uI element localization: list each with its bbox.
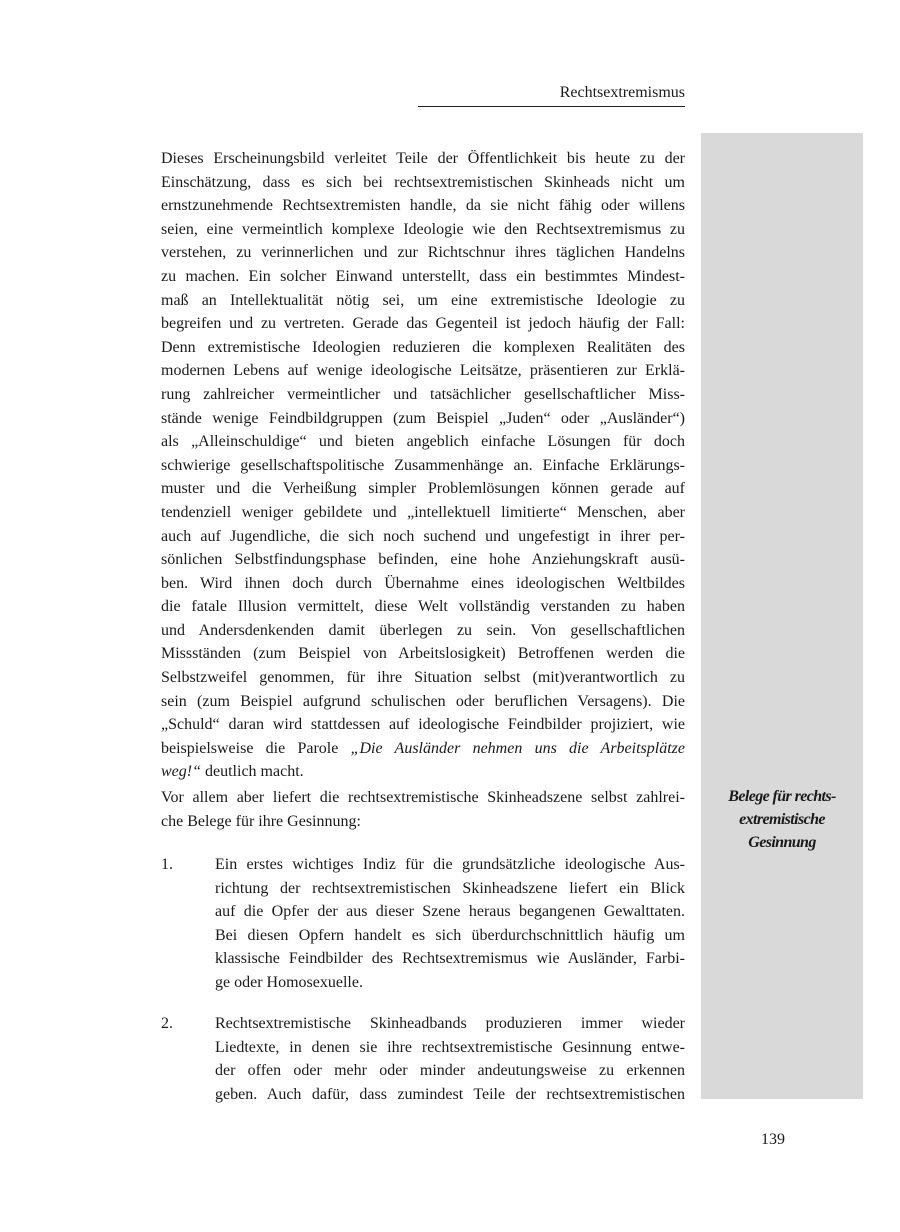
text-line: als „Alleinschuldige“ und bieten angeblich einfache Lösungen für doch	[161, 433, 685, 451]
text-line: tendenziell weniger gebildete und „intellektuell limitierte“ Menschen, aber	[161, 503, 685, 521]
page-number: 139	[761, 1131, 785, 1148]
body-paragraph-2	[161, 786, 685, 833]
margin-column	[701, 133, 863, 1099]
text-line: Liedtexte, in denen sie ihre rechtsextremistische Gesinnung entwe-	[215, 1038, 685, 1056]
text-line: auf die Opfer der aus dieser Szene heraus begangenen Gewalttaten.	[215, 903, 685, 921]
text-line: auch auf Jugendliche, die sich noch suchend und ungefestigt in ihrer per-	[161, 527, 685, 545]
text-line: klassische Feindbilder des Rechtsextremismus wie Ausländer, Farbi-	[215, 950, 685, 968]
text-line: modernen Lebens auf wenige ideologische Leitsätze, präsentieren zur Erklä-	[161, 362, 685, 380]
text-line: der offen oder mehr oder minder andeutungsweise zu erkennen	[215, 1062, 685, 1080]
text-line: Einschätzung, dass es sich bei rechtsextremistischen Skinheads nicht um	[161, 173, 685, 191]
text-line: Denn extremistische Ideologien reduzieren die komplexen Realitäten des	[161, 338, 685, 356]
list-item-number: 2.	[161, 1015, 173, 1032]
text-line: die fatale Illusion vermittelt, diese Welt vollständig verstanden zu haben	[161, 598, 685, 616]
margin-note-line: Belege für rechts-	[728, 788, 836, 805]
body-paragraph-1	[161, 147, 685, 784]
text-line: Vor allem aber liefert die rechtsextremistische Skinheadszene selbst zahlrei-	[161, 789, 685, 806]
italic-quote: weg!“	[161, 763, 201, 781]
text-line: muster und die Verheißung simpler Problemlösungen können gerade auf	[161, 480, 685, 498]
text-line: geben. Auch dafür, dass zumindest Teile der rechtsextremistischen	[215, 1085, 685, 1103]
text-line: richtung der rechtsextremistischen Skinheadszene liefert ein Blick	[215, 879, 685, 897]
text-line: Ein erstes wichtiges Indiz für die grundsätzliche ideologische Aus-	[215, 856, 685, 873]
text-line: sein (zum Beispiel aufgrund schulischen oder beruflichen Versagens). Die	[161, 692, 685, 710]
text-line: sönlichen Selbstfindungsphase befinden, eine hohe Anziehungskraft ausü-	[161, 551, 685, 569]
text-line: maß an Intellektualität nötig sei, um eine extremistische Ideologie zu	[161, 291, 685, 309]
margin-note-line: extremistische	[739, 811, 825, 828]
text-line: rung zahlreicher vermeintlicher und tatsächlicher gesellschaftlicher Miss-	[161, 385, 685, 403]
text-line: ge oder Homosexuelle.	[215, 973, 363, 991]
text-line: „Schuld“ daran wird stattdessen auf ideologische Feindbilder projiziert, wie	[161, 716, 685, 734]
text-line: verstehen, zu verinnerlichen und zur Richtschnur ihres täglichen Handelns	[161, 244, 685, 262]
text-line: stände wenige Feindbildgruppen (zum Beispiel „Juden“ oder „Ausländer“)	[161, 409, 685, 427]
text-line: ben. Wird ihnen doch durch Übernahme eines ideologischen Weltbildes	[161, 574, 685, 592]
text-line: Selbstzweifel genommen, für ihre Situation selbst (mit)verantwortlich zu	[161, 669, 685, 687]
text-line-suffix: deutlich macht.	[201, 763, 304, 781]
text-line-with-quote	[161, 737, 685, 761]
text-line: Missständen (zum Beispiel von Arbeitslosigkeit) Betroffenen werden die	[161, 645, 685, 663]
text-line: und Andersdenkenden damit überlegen zu sein. Von gesellschaftlichen	[161, 621, 685, 639]
text-line: begreifen und zu vertreten. Gerade das Gegenteil ist jedoch häufig der Fall:	[161, 315, 685, 333]
text-line: seien, eine vermeintlich komplexe Ideologie wie den Rechtsextremismus zu	[161, 220, 685, 238]
text-line: Rechtsextremistische Skinheadbands produzieren immer wieder	[215, 1015, 685, 1032]
running-header	[418, 82, 685, 107]
list-item-text	[215, 1012, 685, 1106]
text-line: schwierige gesellschaftspolitische Zusammenhänge an. Einfache Erklärungs-	[161, 456, 685, 474]
text-line-prefix: beispielsweise die Parole	[161, 739, 351, 757]
text-line-with-quote	[161, 760, 685, 784]
italic-quote: „Die Ausländer nehmen uns die Arbeitsplätze	[350, 739, 685, 757]
text-line: zu machen. Ein solcher Einwand unterstellt, dass ein bestimmtes Mindest-	[161, 267, 685, 285]
text-line: che Belege für ihre Gesinnung:	[161, 812, 361, 830]
running-title: Rechtsextremismus	[559, 84, 685, 101]
list-item-text	[215, 853, 685, 995]
text-line: ernstzunehmende Rechtsextremisten handle, da sie nicht fähig oder willens	[161, 197, 685, 215]
text-line: Bei diesen Opfern handelt es sich überdurchschnittlich häufig um	[215, 926, 685, 944]
list-item-number: 1.	[161, 856, 173, 873]
margin-note	[701, 785, 863, 854]
text-line: Dieses Erscheinungsbild verleitet Teile der Öffentlichkeit bis heute zu der	[161, 150, 685, 167]
margin-note-line: Gesinnung	[748, 834, 816, 851]
